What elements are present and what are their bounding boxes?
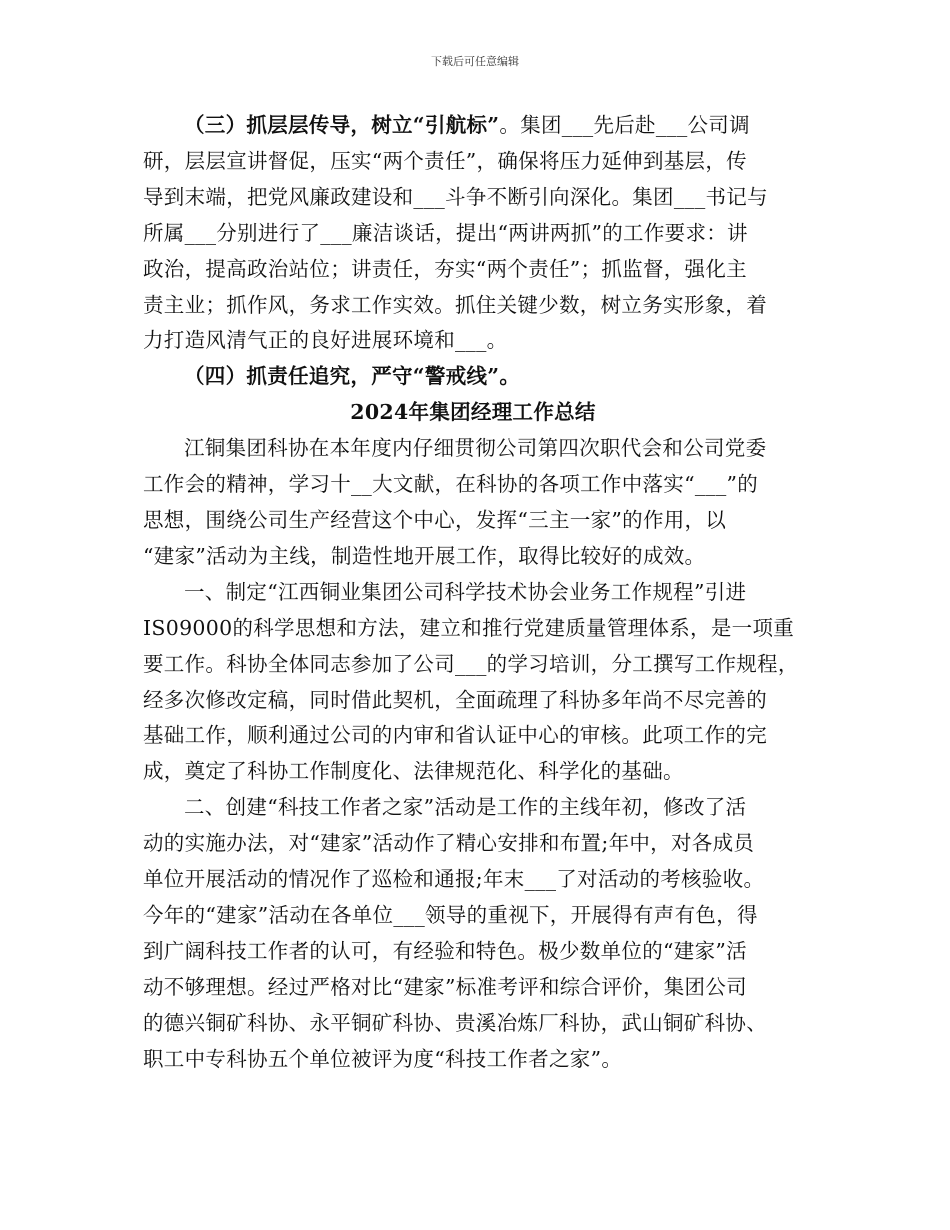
paragraph-line: 思想，围绕公司生产经营这个中心，发挥“三主一家”的作用，以 (143, 507, 727, 532)
paragraph-line: 成，奠定了科协工作制度化、法律规范化、科学化的基础。 (143, 759, 684, 784)
paragraph-line: 二、创建“科技工作者之家”活动是工作的主线年初，修改了活 (184, 795, 747, 820)
paragraph-line: 政治，提高政治站位；讲责任，夯实“两个责任”；抓监督，强化主 (143, 256, 747, 281)
section-3-paragraph (143, 108, 813, 359)
paragraph-line: 导到末端，把党风廉政建设和___斗争不断引向深化。集团___书记与 (143, 184, 768, 209)
paragraph-line: 基础工作，顺利通过公司的内审和省认证中心的审核。此项工作的完 (143, 723, 767, 748)
paragraph-line: 单位开展活动的情况作了巡检和通报;年末___了对活动的考核验收。 (143, 867, 765, 892)
section-4-heading: （四）抓责任追究，严守“警戒线”。 (184, 364, 521, 389)
paragraph-line: 动的实施办法，对“建家”活动作了精心安排和布置;年中，对各成员 (143, 831, 755, 856)
paragraph-line: 江铜集团科协在本年度内仔细贯彻公司第四次职代会和公司党委 (184, 436, 767, 461)
section-3-heading: （三）抓层层传导，树立“引航标” (184, 113, 500, 137)
paragraph-line: 到广阔科技工作者的认可，有经验和特色。极少数单位的“建家”活 (143, 938, 747, 963)
paragraph-line: 研，层层宣讲督促，压实“两个责任”，确保将压力延伸到基层，传 (143, 148, 747, 173)
document-body (143, 108, 813, 1077)
section-3-first-line (143, 108, 813, 144)
intro-paragraph (143, 431, 813, 575)
paragraph-line: 力打造风清气正的良好进展环境和___。 (143, 328, 508, 353)
paragraph-line: 经多次修改定稿，同时借此契机，全面疏理了科协多年尚不尽完善的 (143, 687, 767, 712)
page-header: 下载后可任意编辑 (431, 55, 519, 68)
paragraph-line: “建家”活动为主线，制造性地开展工作，取得比较好的成效。 (143, 543, 706, 568)
paragraph-line: 工作会的精神，学习十__大文献，在科协的各项工作中落实“___”的 (143, 472, 759, 497)
item-2-paragraph (143, 790, 813, 1077)
item-1-paragraph (143, 575, 813, 790)
paragraph-line: 今年的“建家”活动在各单位___领导的重视下，开展得有声有色，得 (143, 902, 758, 927)
section-3-text: 。集团___先后赴___公司调 (499, 113, 750, 137)
paragraph-line: 责主业；抓作风，务求工作实效。抓住关键少数，树立务实形象，着 (143, 292, 767, 317)
paragraph-line: 的德兴铜矿科协、永平铜矿科协、贵溪冶炼厂科协，武山铜矿科协、 (143, 1010, 767, 1035)
document-title: 2024年集团经理工作总结 (350, 400, 596, 425)
paragraph-line: 一、制定“江西铜业集团公司科学技术协会业务工作规程”引进 (184, 579, 747, 604)
paragraph-line: 职工中专科协五个单位被评为度“科技工作者之家”。 (143, 1046, 623, 1071)
paragraph-line: 所属___分别进行了___廉洁谈话，提出“两讲两抓”的工作要求：讲 (143, 220, 748, 245)
paragraph-line: 动不够理想。经过严格对比“建家”标准考评和综合评价，集团公司 (143, 974, 747, 999)
paragraph-line: IS09000的科学思想和方法，建立和推行党建质量管理体系，是一项重 (143, 615, 795, 640)
paragraph-line: 要工作。科协全体同志参加了公司___的学习培训，分工撰写工作规程， (143, 651, 799, 676)
